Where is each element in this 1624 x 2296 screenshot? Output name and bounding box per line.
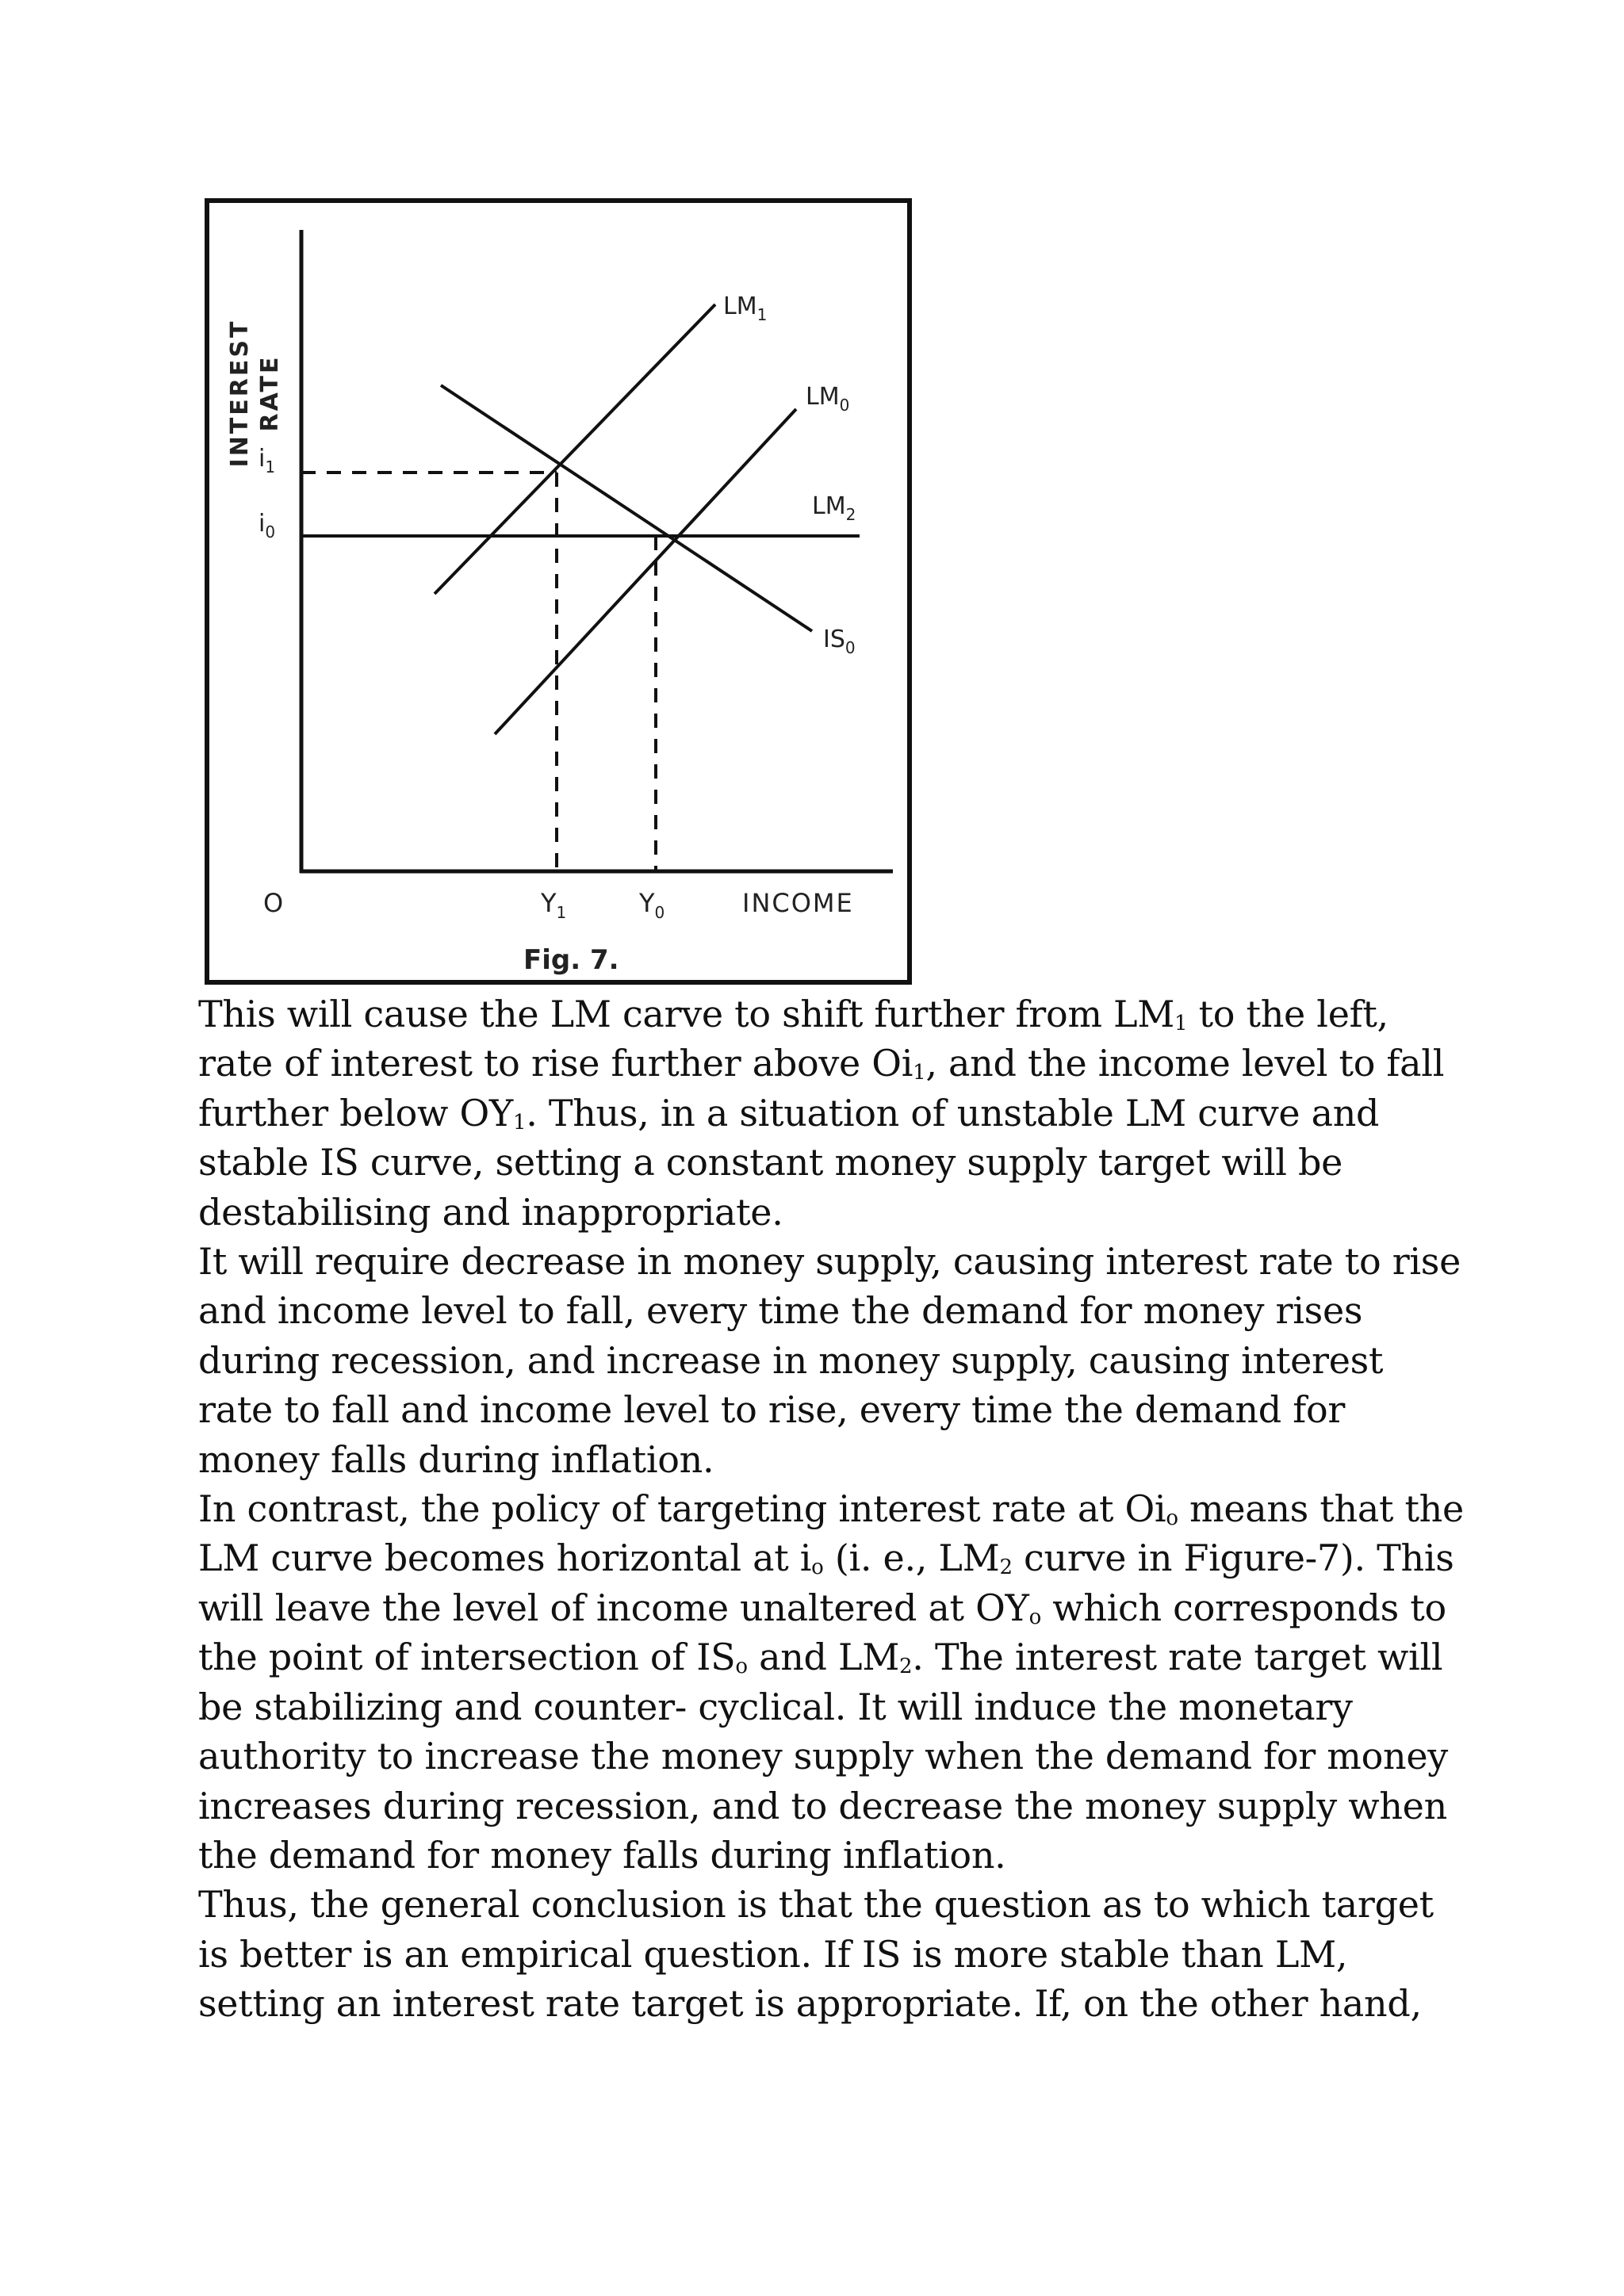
text-line (198, 1583, 1467, 1632)
figure-frame (205, 198, 912, 985)
origin-label: O (263, 888, 284, 918)
text-line (198, 1781, 1467, 1831)
text-segment: the demand for money falls during inflation. (198, 1833, 1006, 1877)
text-segment: destabilising and inappropriate. (198, 1190, 783, 1234)
subscript: o (1028, 1605, 1041, 1629)
text-segment: setting an interest rate target is appropriate. If, on the other hand, (198, 1982, 1422, 2026)
lm0-curve (495, 409, 796, 734)
text-segment: Thus, the general conclusion is that the question as to which target (198, 1883, 1434, 1927)
text-segment: (i. e., LM (823, 1536, 1000, 1580)
text-segment: . The interest rate target will (912, 1636, 1443, 1679)
text-line (198, 1138, 1467, 1187)
tick-label-i0: $i_0$ (259, 510, 276, 541)
text-segment: curve in Figure-7). This (1012, 1536, 1454, 1580)
paragraph (198, 1484, 1467, 1880)
subscript: 1 (512, 1110, 527, 1135)
text-segment: In contrast, the policy of targeting interest rate at Oi (198, 1487, 1166, 1531)
x-axis-title: INCOME (742, 888, 854, 918)
text-segment: money falls during inflation. (198, 1437, 714, 1481)
lm1-curve (435, 304, 715, 594)
text-segment: LM curve becomes horizontal at i (198, 1536, 812, 1580)
text-line (198, 1089, 1467, 1138)
text-segment: be stabilizing and counter- cyclical. It will induce the monetary (198, 1685, 1353, 1728)
text-segment: authority to increase the money supply when the demand for money (198, 1735, 1448, 1778)
text-segment: It will require decrease in money supply, causing interest rate to rise (198, 1240, 1461, 1284)
y-axis-title (226, 320, 284, 468)
text-line (198, 1039, 1467, 1088)
text-segment: and LM (747, 1636, 900, 1679)
text-segment: means that the (1178, 1487, 1464, 1531)
text-segment: , and the income level to fall (925, 1042, 1445, 1085)
text-line (198, 1732, 1467, 1781)
paragraph (198, 1880, 1467, 2028)
text-line (198, 1237, 1467, 1286)
text-line (198, 1435, 1467, 1484)
text-segment: rate to fall and income level to rise, every time the demand for (198, 1388, 1346, 1432)
subscript: o (1166, 1506, 1178, 1531)
text-segment: and income level to fall, every time the demand for money rises (198, 1289, 1363, 1333)
y-axis-title-line2: RATE (256, 354, 284, 432)
text-line (198, 989, 1467, 1039)
paragraph (198, 1237, 1467, 1484)
text-line (198, 1188, 1467, 1237)
is-lm-diagram (209, 203, 907, 980)
text-line (198, 1880, 1467, 1929)
text-line (198, 1484, 1467, 1533)
text-segment: stable IS curve, setting a constant money supply target will be (198, 1141, 1343, 1184)
text-line (198, 1632, 1467, 1682)
paragraph (198, 989, 1467, 1237)
text-segment: the point of intersection of IS (198, 1636, 736, 1679)
label-is0: $IS_0$ (823, 626, 856, 657)
tick-label-y0: $Y_0$ (639, 888, 665, 922)
body-text (198, 989, 1467, 2029)
text-segment: This will cause the LM carve to shift further from LM (198, 993, 1175, 1035)
subscript: o (811, 1556, 824, 1580)
text-segment: increases during recession, and to decrease the money supply when (198, 1784, 1447, 1827)
text-segment: which corresponds to (1040, 1586, 1446, 1629)
text-segment: will leave the level of income unaltered at OY (198, 1586, 1029, 1629)
text-line (198, 1286, 1467, 1335)
subscript: 2 (999, 1556, 1013, 1580)
text-segment: further below OY (198, 1091, 513, 1135)
y-axis-title-line1: INTEREST (226, 319, 254, 468)
text-line (198, 1533, 1467, 1582)
text-line (198, 1385, 1467, 1434)
text-segment: rate of interest to rise further above Oi (198, 1042, 914, 1085)
text-line (198, 1831, 1467, 1880)
text-segment: to the left, (1187, 993, 1388, 1035)
tick-label-y1: $Y_1$ (541, 888, 567, 922)
label-lm2: $LM_2$ (812, 492, 856, 524)
label-lm0: $LM_0$ (806, 383, 850, 415)
subscript: o (735, 1655, 748, 1679)
tick-label-i1: $i_1$ (259, 445, 276, 476)
subscript: 2 (899, 1655, 913, 1679)
text-line (198, 1979, 1467, 2028)
figure-caption: Fig. 7. (523, 944, 619, 976)
text-segment: during recession, and increase in money supply, causing interest (198, 1338, 1384, 1382)
text-line (198, 1682, 1467, 1732)
text-line (198, 1336, 1467, 1385)
label-lm1: $LM_1$ (723, 293, 768, 324)
text-segment: . Thus, in a situation of unstable LM curve and (526, 1091, 1380, 1135)
text-line (198, 1930, 1467, 1979)
subscript: 1 (913, 1061, 926, 1085)
subscript: 1 (1174, 1012, 1188, 1035)
text-segment: is better is an empirical question. If IS is more stable than LM, (198, 1932, 1348, 1976)
